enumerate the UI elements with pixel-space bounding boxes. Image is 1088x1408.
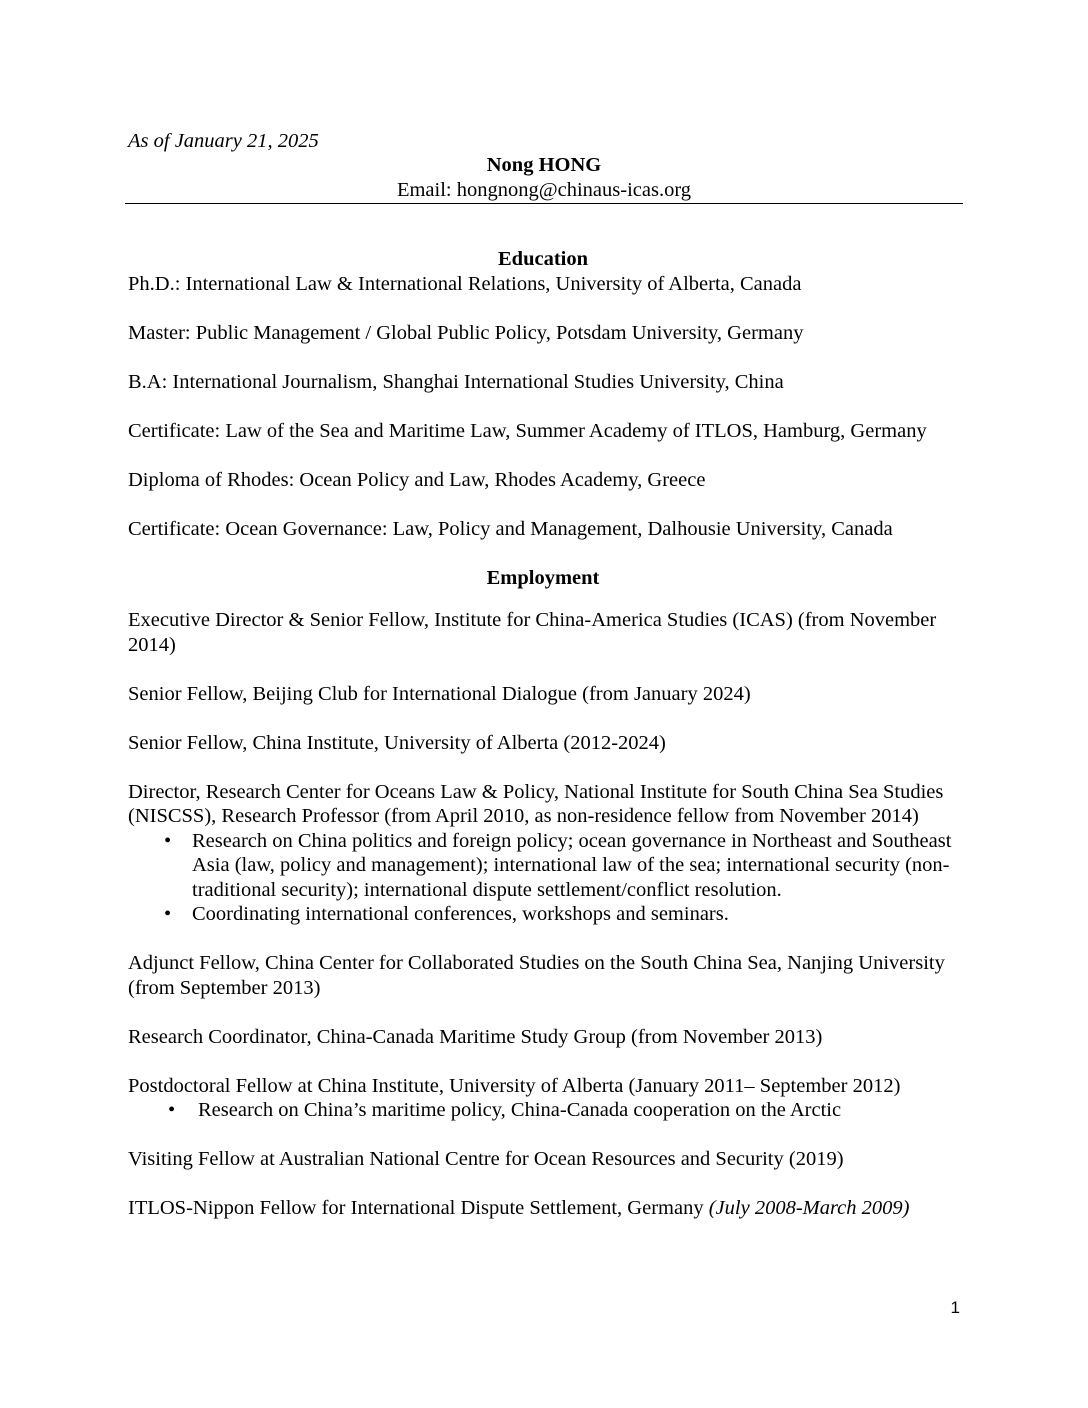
- employment-item: Senior Fellow, Beijing Club for International Dialogue (from January 2024): [128, 682, 751, 705]
- person-name: Nong HONG: [486, 154, 602, 176]
- duty-list: [128, 829, 958, 927]
- employment-item-title: Postdoctoral Fellow at China Institute, University of Alberta (January 2011– September 2012): [128, 1074, 901, 1097]
- employment-item: Senior Fellow, China Institute, University of Alberta (2012-2024): [128, 731, 666, 754]
- education-item: Certificate: Ocean Governance: Law, Policy and Management, Dalhousie University, Canada: [128, 517, 893, 540]
- employment-item: [128, 780, 958, 927]
- education-item: Ph.D.: International Law & International Relations, University of Alberta, Canada: [128, 272, 802, 295]
- header-divider: [125, 203, 963, 204]
- employment-item: Executive Director & Senior Fellow, Institute for China-America Studies (ICAS) (from November 2014): [128, 609, 937, 656]
- cv-body: [128, 247, 958, 1245]
- employment-item-title: Director, Research Center for Oceans Law & Policy, National Institute for South China Sea Studies (NISCSS), Research Professor (from April 2010, as non-residence fellow from November 2014): [128, 780, 944, 827]
- as-of-date: As of January 21, 2025: [128, 130, 319, 152]
- employment-item: Research Coordinator, China-Canada Maritime Study Group (from November 2013): [128, 1025, 823, 1048]
- page-number: 1: [950, 1298, 960, 1317]
- employment-item: [128, 1074, 958, 1123]
- education-heading: Education: [498, 248, 588, 270]
- duty-list: [128, 1098, 958, 1123]
- education-item: Diploma of Rhodes: Ocean Policy and Law, Rhodes Academy, Greece: [128, 468, 706, 491]
- education-item: Master: Public Management / Global Public Policy, Potsdam University, Germany: [128, 321, 804, 344]
- employment-item: Visiting Fellow at Australian National Centre for Ocean Resources and Security (2019): [128, 1148, 844, 1170]
- employment-item: [128, 1196, 958, 1221]
- employment-item-title: ITLOS-Nippon Fellow for International Dispute Settlement, Germany: [128, 1197, 709, 1219]
- employment-item: Adjunct Fellow, China Center for Collaborated Studies on the South China Sea, Nanjing University (from September 2013): [128, 952, 945, 999]
- education-item: Certificate: Law of the Sea and Maritime Law, Summer Academy of ITLOS, Hamburg, Germany: [128, 419, 927, 442]
- email-line: Email: hongnong@chinaus-icas.org: [396, 179, 692, 201]
- employment-item-dates: (July 2008-March 2009): [708, 1197, 910, 1219]
- education-item: B.A: International Journalism, Shanghai International Studies University, China: [128, 370, 784, 393]
- spacer: [128, 1123, 958, 1148]
- duty-bullet: • Research on China politics and foreign policy; ocean governance in Northeast and Southeast Asia (law, policy and management); international law of the sea; international security (non-traditional security); international dispute settlement/conflict resolution.: [192, 829, 958, 903]
- spacer: [128, 927, 958, 952]
- employment-heading: Employment: [486, 566, 600, 589]
- duty-bullet: • Coordinating international conferences, workshops and seminars.: [192, 902, 958, 927]
- duty-bullet: • Research on China’s maritime policy, China-Canada cooperation on the Arctic: [198, 1098, 958, 1123]
